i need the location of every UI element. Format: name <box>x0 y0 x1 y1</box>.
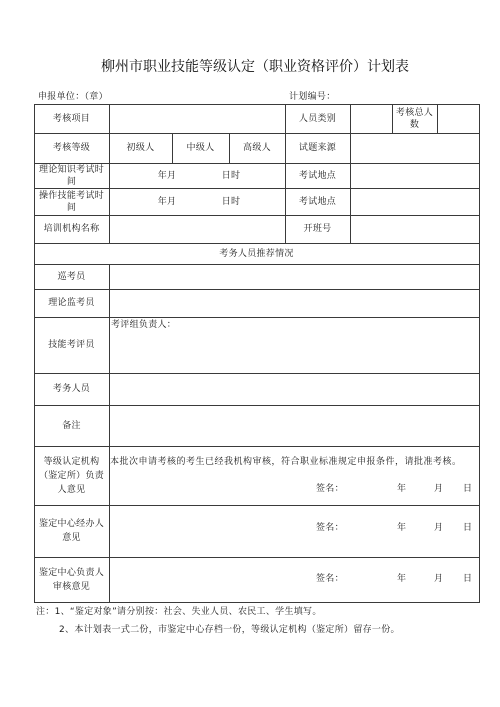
theory-exam-time-label-line: 间 <box>66 176 77 187</box>
institution-opinion-label-line: 等级认定机构 <box>43 456 100 467</box>
institution-statement: 本批次申请考核的考生已经我机构审核，符合职业标准规定申报条件，请批准考核。 <box>110 457 462 467</box>
theory-exam-location-field <box>351 164 479 188</box>
question-source-field <box>351 134 479 163</box>
page-title: 柳州市职业技能等级认定（职业资格评价）计划表 <box>101 59 409 75</box>
question-source-label: 试题来源 <box>298 143 337 153</box>
center-head-opinion-label-line: 审核意见 <box>52 581 91 592</box>
examiner-group-leader-label: 考评组负责人： <box>111 320 177 330</box>
skill-exam-time-label <box>34 188 109 215</box>
training-institution-field <box>110 216 285 243</box>
note-line-2: 2、本计划表一式二份，市鉴定中心存档一份，等级认定机构（鉴定所）留存一份。 <box>59 625 400 635</box>
applicant-unit-label: 申报单位：（章） <box>38 92 108 102</box>
theory-exam-location-label: 考试地点 <box>298 170 337 181</box>
theory-exam-time-label <box>34 163 109 188</box>
date-year-label: 年 <box>397 574 407 584</box>
level-intermediate-label: 中级人 <box>186 143 215 153</box>
date-day-label: 日 <box>463 523 473 533</box>
table-rule <box>479 104 480 603</box>
theory-proctor-field <box>110 290 479 317</box>
total-examinees-label-line: 数 <box>409 119 420 130</box>
exam-level-label: 考核等级 <box>52 143 91 153</box>
center-handler-opinion-label-line: 意见 <box>62 533 81 543</box>
class-number-field <box>351 216 479 243</box>
date-day-label: 日 <box>463 574 473 584</box>
center-handler-opinion-label-line: 鉴定中心经办人 <box>38 519 105 529</box>
institution-opinion-label <box>34 446 109 505</box>
skill-exam-location-field <box>351 189 479 215</box>
institution-opinion-label-line: 人意见 <box>57 484 86 495</box>
date-month-label: 月 <box>434 574 444 584</box>
personnel-category-label: 人员类别 <box>298 113 337 124</box>
skill-exam-location-label: 考试地点 <box>298 196 337 207</box>
center-head-opinion-label-line: 鉴定中心负责人 <box>38 567 105 578</box>
skill-day-hour-label: 日时 <box>221 196 241 207</box>
training-institution-label: 培训机构名称 <box>43 224 100 234</box>
level-senior-label: 高级人 <box>243 143 271 153</box>
skill-exam-time-label-line: 操作技能考试时 <box>38 190 105 201</box>
theory-year-month-label: 年月 <box>157 170 177 181</box>
class-number-label: 开班号 <box>303 224 332 234</box>
date-month-label: 月 <box>434 523 444 533</box>
theory-proctor-label: 理论监考员 <box>48 298 95 308</box>
level-junior-label: 初级人 <box>126 143 155 153</box>
table-rule <box>34 602 480 603</box>
skill-exam-time-label-line: 间 <box>66 202 77 213</box>
remarks-field <box>110 406 479 446</box>
remarks-label: 备注 <box>62 420 81 431</box>
center-head-opinion-label <box>34 557 109 602</box>
exam-staff-field <box>110 374 479 405</box>
total-examinees-label-line: 考核总人 <box>395 107 434 118</box>
date-year-label: 年 <box>397 484 407 494</box>
date-month-label: 月 <box>434 484 444 494</box>
total-examinees-field <box>438 105 479 133</box>
theory-exam-time-label-line: 理论知识考试时 <box>38 164 105 175</box>
skill-year-month-label: 年月 <box>157 196 177 207</box>
signature-label: 签名： <box>316 523 344 533</box>
institution-opinion-label-line: （鉴定所）负责 <box>38 470 105 481</box>
theory-day-hour-label: 日时 <box>221 170 241 181</box>
skill-examiner-label: 技能考评员 <box>48 340 95 350</box>
plan-number-label: 计划编号： <box>289 92 336 102</box>
center-handler-opinion-label <box>34 505 109 557</box>
signature-label: 签名： <box>316 574 344 584</box>
exam-item-field <box>110 105 285 133</box>
date-year-label: 年 <box>397 523 407 533</box>
inspector-field <box>110 265 479 289</box>
exam-staff-label: 考务人员 <box>52 384 91 394</box>
note-line-1: 注：1、“鉴定对象”请分别按：社会、失业人员、农民工、学生填写。 <box>36 607 322 617</box>
total-examinees-label <box>392 104 437 133</box>
inspector-label: 巡考员 <box>57 271 86 282</box>
exam-item-label: 考核项目 <box>52 113 91 124</box>
personnel-category-field <box>351 105 392 133</box>
staff-recommendation-heading: 考务人员推荐情况 <box>219 248 294 259</box>
signature-label: 签名： <box>316 484 344 494</box>
date-day-label: 日 <box>463 484 473 494</box>
